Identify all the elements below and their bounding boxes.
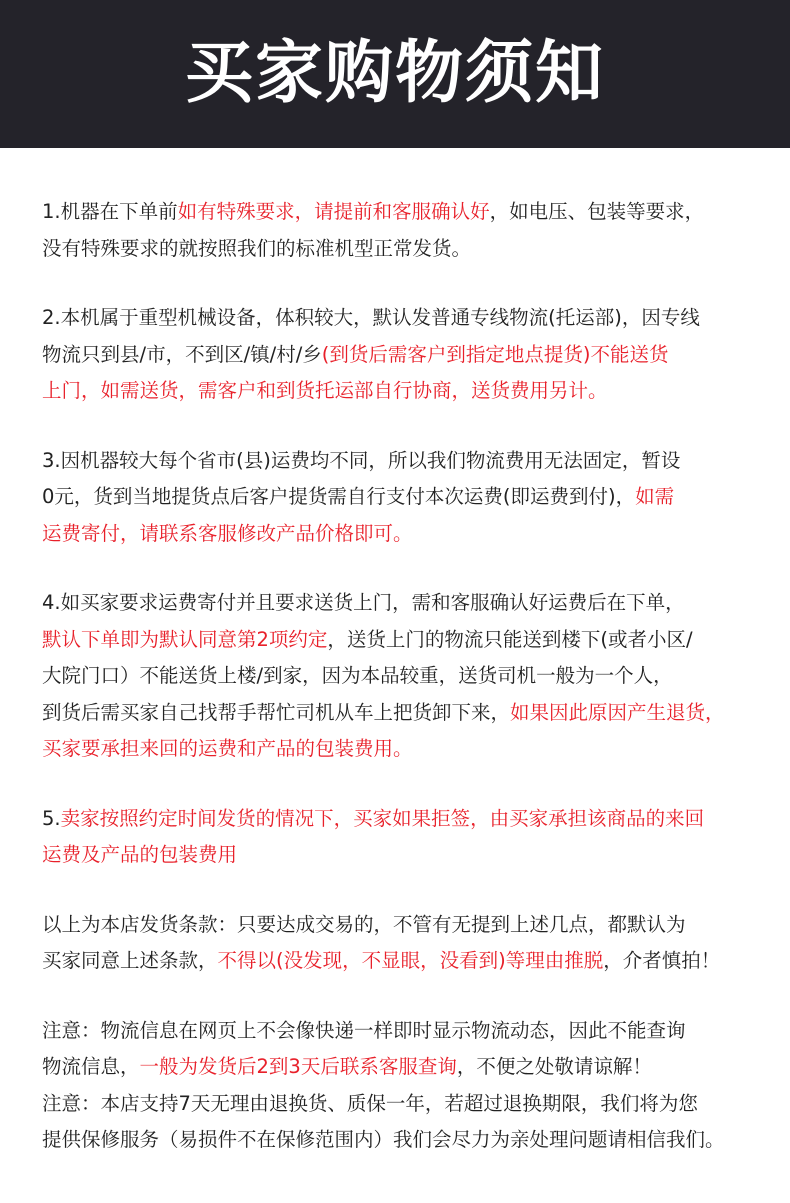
notice-line bbox=[42, 373, 772, 410]
body-text: 2.本机属于重型机械设备，体积较大，默认发普通专线物流(托运部)，因专线 bbox=[42, 306, 700, 329]
notice-content bbox=[0, 194, 790, 1159]
notice-line bbox=[42, 658, 772, 695]
notice-paragraph-6 bbox=[42, 907, 772, 980]
body-text: 注意：物流信息在网页上不会像快递一样即时显示物流动态，因此不能查询 bbox=[42, 1018, 686, 1042]
body-text: 0元，货到当地提货点后客户提货需自行支付本次运费(即运费到付)， bbox=[42, 485, 636, 508]
notice-line bbox=[42, 337, 772, 374]
highlight-text: 如果因此原因产生退货， bbox=[510, 700, 725, 724]
notice-line bbox=[42, 300, 772, 337]
body-text: ，不便之处敬请谅解！ bbox=[456, 1055, 652, 1078]
notice-line bbox=[42, 231, 772, 268]
body-text: 注意：本店支持7天无理由退换货、质保一年，若超过退换期限，我们将为您 bbox=[42, 1091, 698, 1115]
highlight-text: 运费及产品的包装费用 bbox=[42, 843, 238, 866]
highlight-text: 默认下单即为默认同意第2项约定 bbox=[42, 627, 328, 651]
body-text: 到货后需买家自己找帮手帮忙司机从车上把货卸下来， bbox=[42, 700, 511, 724]
page-title: 买家购物须知 bbox=[184, 34, 605, 113]
notice-line bbox=[42, 479, 772, 516]
notice-paragraph-1 bbox=[42, 194, 772, 267]
body-text: ，如电压、包装等要求， bbox=[489, 200, 705, 223]
notice-paragraph-2 bbox=[42, 300, 772, 410]
notice-paragraph-4 bbox=[42, 585, 772, 768]
body-text: ，送货上门的物流只能送到楼下(或者小区/ bbox=[327, 627, 693, 651]
highlight-text: 一般为发货后2到3天后联系客服查询 bbox=[139, 1055, 457, 1078]
body-text: 大院门口）不能送货上楼/到家，因为本品较重，送货司机一般为一个人， bbox=[42, 664, 673, 687]
body-text: 以上为本店发货条款：只要达成交易的，不管有无提到上述几点，都默认为 bbox=[42, 912, 686, 936]
notice-line bbox=[42, 1049, 772, 1086]
body-text: 物流信息， bbox=[42, 1055, 140, 1078]
body-text: 4.如买家要求运费寄付并且要求送货上门，需和客服确认好运费后在下单， bbox=[42, 591, 685, 614]
title-banner bbox=[0, 0, 790, 148]
notice-line bbox=[42, 943, 772, 980]
notice-line bbox=[42, 1122, 772, 1159]
notice-line bbox=[42, 622, 772, 659]
highlight-text: (到货后需客户到指定地点提货)不能送货 bbox=[321, 342, 669, 366]
notice-line bbox=[42, 731, 772, 768]
notice-line bbox=[42, 194, 772, 231]
highlight-text: 买家要承担来回的运费和产品的包装费用。 bbox=[42, 737, 413, 760]
notice-line bbox=[42, 907, 772, 944]
body-text: 5. bbox=[42, 806, 61, 830]
notice-paragraph-3 bbox=[42, 443, 772, 553]
body-text: 3.因机器较大每个省市(县)运费均不同，所以我们物流费用无法固定，暂设 bbox=[42, 448, 681, 472]
body-text: 物流只到县/市，不到区/镇/村/乡 bbox=[42, 342, 322, 366]
highlight-text: 如需 bbox=[635, 485, 675, 508]
body-text: 提供保修服务（易损件不在保修范围内）我们会尽力为亲处理问题请相信我们。 bbox=[42, 1128, 725, 1151]
highlight-text: 运费寄付，请联系客服修改产品价格即可。 bbox=[42, 521, 413, 545]
notice-line bbox=[42, 1013, 772, 1050]
notice-line bbox=[42, 1086, 772, 1123]
notice-line bbox=[42, 801, 772, 838]
body-text: 1.机器在下单前 bbox=[42, 200, 178, 223]
notice-line bbox=[42, 585, 772, 622]
notice-paragraph-7 bbox=[42, 1013, 772, 1159]
notice-line bbox=[42, 516, 772, 553]
body-text: ，介者慎拍！ bbox=[603, 949, 721, 972]
notice-line bbox=[42, 837, 772, 874]
body-text: 没有特殊要求的就按照我们的标准机型正常发货。 bbox=[42, 236, 472, 260]
highlight-text: 上门，如需送货，需客户和到货托运部自行协商，送货费用另计。 bbox=[42, 379, 608, 402]
highlight-text: 如有特殊要求，请提前和客服确认好 bbox=[177, 200, 490, 223]
highlight-text: 卖家按照约定时间发货的情况下，买家如果拒签，由买家承担该商品的来回 bbox=[60, 806, 705, 830]
notice-paragraph-5 bbox=[42, 801, 772, 874]
notice-line bbox=[42, 695, 772, 732]
notice-line bbox=[42, 443, 772, 480]
body-text: 买家同意上述条款， bbox=[42, 949, 218, 972]
highlight-text: 不得以(没发现，不显眼，没看到)等理由推脱 bbox=[217, 949, 604, 972]
